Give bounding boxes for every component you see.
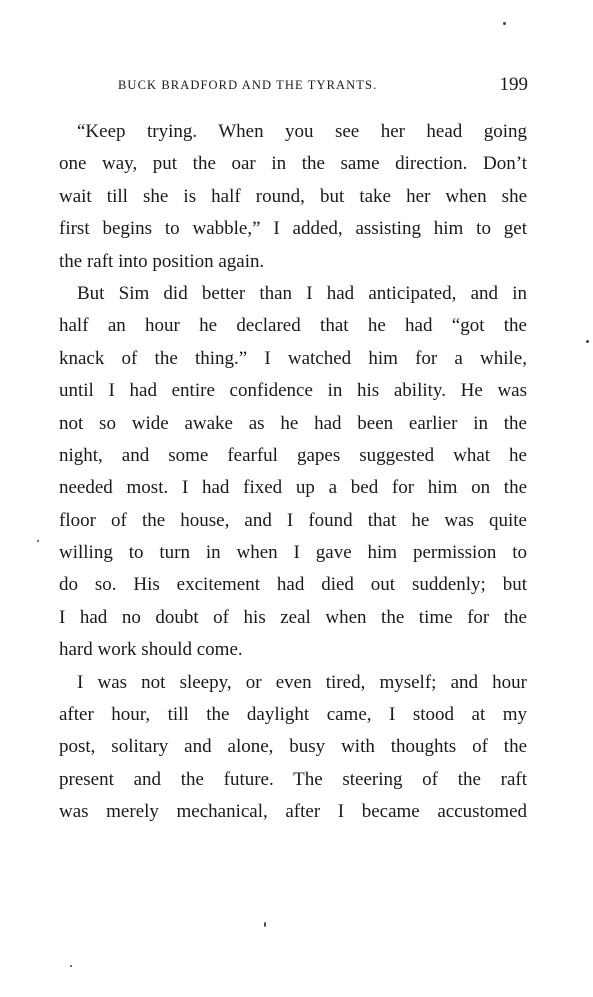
text-line: needed most. I had fixed up a bed for him on the bbox=[59, 477, 527, 499]
text-line: was merely mechanical, after I became accustomed bbox=[59, 801, 527, 823]
scan-speck bbox=[264, 922, 266, 927]
text-line: one way, put the oar in the same direction. Don’t bbox=[59, 153, 527, 175]
body-text bbox=[59, 116, 527, 829]
text-line: until I had entire confidence in his ability. He was bbox=[59, 380, 527, 402]
text-line: the raft into position again. bbox=[59, 250, 265, 272]
text-line: But Sim did better than I had anticipated, and in bbox=[77, 282, 527, 304]
scan-speck bbox=[37, 540, 39, 542]
text-line: post, solitary and alone, busy with thoughts of the bbox=[59, 736, 527, 758]
running-title: BUCK BRADFORD AND THE TYRANTS. bbox=[118, 78, 378, 92]
text-line: I had no doubt of his zeal when the time for the bbox=[59, 606, 527, 628]
text-line: I was not sleepy, or even tired, myself; and hour bbox=[77, 671, 527, 693]
page-number: 199 bbox=[499, 74, 528, 95]
text-line: “Keep trying. When you see her head going bbox=[77, 121, 527, 142]
text-line: night, and some fearful gapes suggested what he bbox=[59, 444, 527, 466]
text-line: first begins to wabble,” I added, assisting him to get bbox=[59, 218, 527, 240]
text-line: knack of the thing.” I watched him for a while, bbox=[59, 347, 527, 369]
text-line: after hour, till the daylight came, I stood at my bbox=[59, 704, 527, 726]
text-line: present and the future. The steering of the raft bbox=[59, 768, 527, 790]
text-line: half an hour he declared that he had “got the bbox=[59, 315, 527, 337]
text-line: wait till she is half round, but take her when she bbox=[59, 185, 527, 207]
scan-speck bbox=[586, 340, 589, 343]
text-line: hard work should come. bbox=[59, 639, 243, 661]
scan-speck bbox=[503, 22, 506, 25]
scan-speck bbox=[70, 965, 72, 967]
running-head bbox=[118, 74, 528, 98]
text-line: floor of the house, and I found that he was quite bbox=[59, 509, 527, 531]
text-line: not so wide awake as he had been earlier in the bbox=[59, 412, 527, 434]
text-line: willing to turn in when I gave him permission to bbox=[59, 542, 527, 564]
text-line: do so. His excitement had died out suddenly; but bbox=[59, 574, 527, 596]
